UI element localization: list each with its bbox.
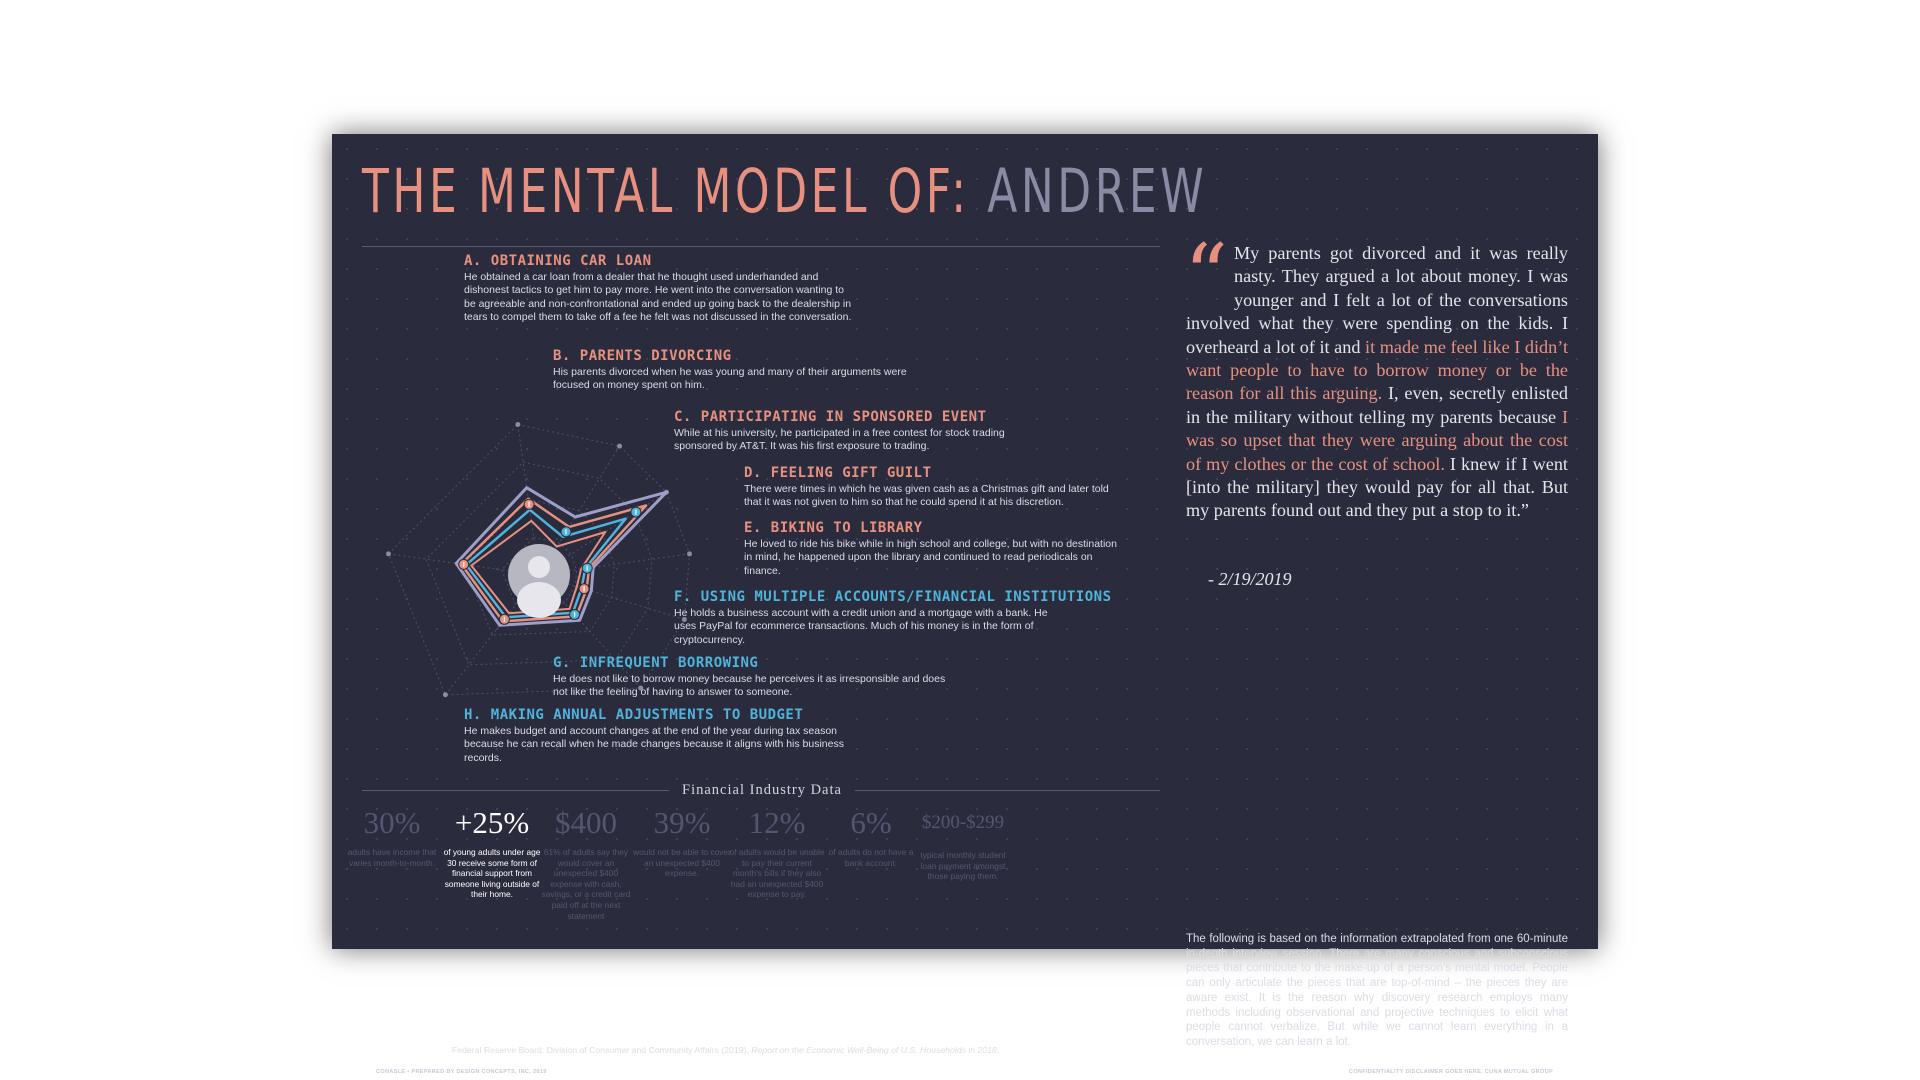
quote-highlight: it made me feel like I didn’t want people to have to borrow money or be the reason for all this arguing. (1186, 336, 1568, 404)
poster (332, 134, 1598, 1075)
radar-vertex-dot (617, 444, 622, 449)
quote-text (1184, 226, 1569, 521)
section-h-heading: H. MAKING ANNUAL ADJUSTMENTS TO BUDGET (464, 707, 804, 723)
avatar-icon (508, 544, 570, 606)
financial-rule-left (362, 790, 669, 791)
section-c-body: While at his university, he participated in a free contest for stock trading sponsored by AT&T. It was his first exposure to trading. (674, 427, 1005, 453)
section-b-heading: B. PARENTS DIVORCING (553, 348, 732, 364)
stat-caption: adults have income that varies month-to-month. (347, 847, 437, 868)
stat-caption: 61% of adults say they would cover an unexpected $400 expense with cash, savings, or a credit card paid off at the next statement (541, 847, 631, 921)
section-a (464, 253, 854, 324)
stat-student-loan (914, 806, 1012, 882)
stat-cover-400 (537, 806, 635, 921)
stat-value: $400 (555, 805, 617, 840)
section-e-heading: E. BIKING TO LIBRARY (744, 520, 923, 536)
stat-caption: of adults would be unable to pay their current month's bills if they also had an unexpected $400 expense to pay. (729, 847, 825, 900)
quote-mark-icon: “ (1184, 226, 1228, 326)
section-d-body: There were times in which he was given cash as a Christmas gift and later told that it was not given to him so that he could spend it at his discretion. (744, 483, 1109, 509)
stat-value: 6% (850, 805, 892, 840)
section-f-heading: F. USING MULTIPLE ACCOUNTS/FINANCIAL INSTITUTIONS (674, 589, 1112, 605)
radar-vertex-dot (687, 551, 692, 556)
section-e (744, 520, 1124, 578)
section-d (744, 465, 1124, 510)
stat-value: +25% (454, 805, 530, 840)
radar-vertex-dot (515, 422, 520, 427)
section-d-heading: D. FEELING GIFT GUILT (744, 465, 932, 481)
footer-right: CONFIDENTIALITY DISCLAIMER GOES HERE. CUNA MUTUAL GROUP (1348, 1069, 1553, 1075)
stat-value: 30% (363, 805, 421, 840)
section-c (674, 409, 1054, 454)
section-f-body: He holds a business account with a credit union and a mortgage with a bank. He uses PayPal for ecommerce transactions. Much of his money is in the form of cryptocurrency. (674, 607, 1048, 646)
stat-caption: of adults do not have a bank account. (828, 847, 914, 868)
section-e-body: He loved to ride his bike while in high school and college, but with no destination in mind, he happened upon the library and continued to read periodicals on finance. (744, 538, 1117, 577)
quote-segment: I, even, secretly enlisted in the military without telling my parents because (1186, 383, 1569, 427)
section-h (464, 707, 854, 765)
radar-vertex-dot (443, 692, 448, 697)
stat-caption: typical monthly student loan payment amongst those paying them. (920, 850, 1006, 882)
stat-caption: would not be able to cover an unexpected $400 expense. (633, 847, 731, 879)
title-prefix: THE MENTAL MODEL OF: (362, 156, 970, 227)
methodology-note: The following is based on the information extrapolated from one 60-minute in-depth interview session. There are many conscious and subconscious pieces that contribute to the make-up of a person’s mental model. People can only articulate the pieces that are top-of-mind – the pieces they are aware exist. It is the reason why discovery research employs many methods including observational and projective techniques to elicit what people cannot verbalize. But while we cannot learn everything in a conversation, we can learn a lot. (1186, 933, 1568, 1048)
source-prefix: Federal Reserve Board: Division of Consumer and Community Affairs (2019). (452, 1045, 749, 1055)
quote-highlight: I was so upset that they were arguing about the cost of my clothes or the cost of school. (1186, 406, 1568, 474)
stat-value: 39% (653, 805, 711, 840)
stat-young-adults-support (443, 806, 541, 900)
section-c-heading: C. PARTICIPATING IN SPONSORED EVENT (674, 409, 987, 425)
section-g-heading: G. INFREQUENT BORROWING (553, 655, 759, 671)
quote-segment: I knew if I went [into the military] they would pay for all that. But my parents found out and they put a stop to it.” (1186, 453, 1568, 521)
stat-caption: of young adults under age 30 receive some form of financial support from someone living outside of their home. (443, 847, 541, 900)
quote-date: - 2/19/2019 (1208, 569, 1292, 589)
title-name: ANDREW (987, 156, 1208, 227)
stat-unable-pay-bills (728, 806, 826, 900)
financial-data-title: Financial Industry Data (682, 782, 842, 798)
stat-no-bank-account (822, 806, 920, 868)
quote-segment: My parents got divorced and it was really nasty. They argued a lot about money. I was younger and I felt a lot of the conversations involved what they were spending on the kids. I overheard a lot of it and (1186, 243, 1568, 357)
section-g (553, 655, 953, 700)
footer-left: CONASLE • PREPARED BY DESIGN CONCEPTS, INC. 2019 (376, 1069, 547, 1075)
source-title: Report on the Economic Well-Being of U.S. Households in 2018. (751, 1045, 1000, 1055)
stat-value: 12% (748, 805, 806, 840)
data-source (452, 1045, 1152, 1055)
financial-rule-right (855, 790, 1160, 791)
section-a-body: He obtained a car loan from a dealer that he thought used underhanded and dishonest tactics to get him to pay more. He went into the conversation wanting to be agreeable and non-confrontational and ended up going back to the dealership in tears to compel them to take off a fee he felt was not discussed in the conversation. (464, 271, 852, 323)
stat-income-varies (343, 806, 441, 868)
section-f (674, 589, 1112, 647)
stat-value: $200-$299 (921, 812, 1005, 833)
section-b (553, 348, 933, 393)
section-g-body: He does not like to borrow money because he perceives it as irresponsible and does not like the feeling of having to answer to someone. (553, 673, 946, 699)
interview-quote (1184, 226, 1569, 523)
radar-vertex-dot (386, 551, 391, 556)
stat-cannot-cover (633, 806, 731, 879)
section-h-body: He makes budget and account changes at the end of the year during tax season because he can recall when he made changes because it aligns with his business records. (464, 725, 844, 764)
section-a-heading: A. OBTAINING CAR LOAN (464, 253, 652, 269)
section-b-body: His parents divorced when he was young and many of their arguments were focused on money spent on him. (553, 366, 907, 392)
